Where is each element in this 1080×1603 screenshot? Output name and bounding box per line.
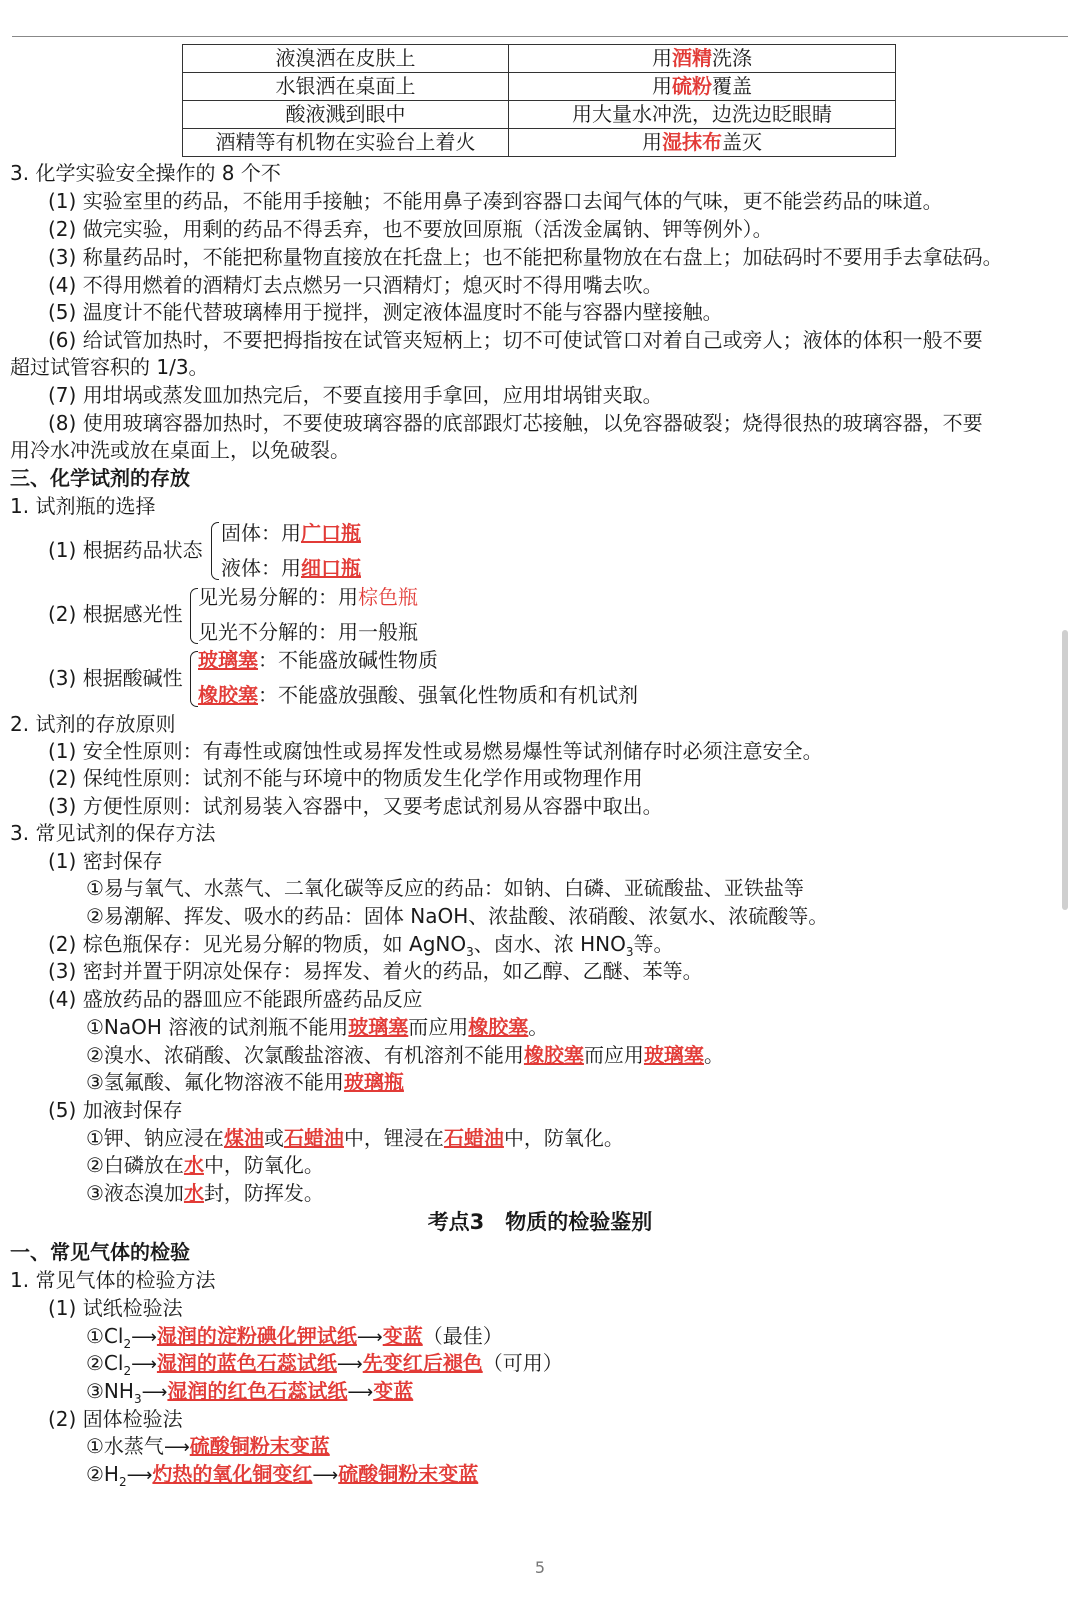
option-line: 见光不分解的：用一般瓶 xyxy=(198,620,418,644)
section-title: 2. 试剂的存放原则 xyxy=(10,712,176,736)
table-cell-situation: 酸液溅到眼中 xyxy=(183,101,509,129)
table-row xyxy=(183,129,896,157)
list-item: (4) 不得用燃着的酒精灯去点燃另一只酒精灯；熄灭时不得用嘴去吹。 xyxy=(48,273,663,297)
list-item: ②溴水、浓硝酸、次氯酸盐溶液、有机溶剂不能用橡胶塞而应用玻璃塞。 xyxy=(86,1043,724,1067)
scrollbar-thumb[interactable] xyxy=(1062,630,1068,910)
group-label: (3) 根据酸碱性 xyxy=(48,666,183,690)
list-item: (3) 方便性原则：试剂易装入容器中，又要考虑试剂易从容器中取出。 xyxy=(48,794,663,818)
option-line: 见光易分解的：用棕色瓶 xyxy=(198,585,418,609)
table-cell-action: 用硫粉覆盖 xyxy=(509,73,896,101)
list-item: ①易与氧气、水蒸气、二氧化碳等反应的药品：如钠、白磷、亚硫酸盐、亚铁盐等 xyxy=(86,876,804,900)
list-item: (2) 保纯性原则：试剂不能与环境中的物质发生化学作用或物理作用 xyxy=(48,766,643,790)
section-title: 3. 常见试剂的保存方法 xyxy=(10,821,216,845)
table-cell-action: 用湿抹布盖灭 xyxy=(509,129,896,157)
list-item: (8) 使用玻璃容器加热时，不要使玻璃容器的底部跟灯芯接触，以免容器破裂；烧得很热的玻璃容器，不要 xyxy=(48,411,983,435)
section-title: 1. 试剂瓶的选择 xyxy=(10,494,156,518)
test-row: $①Cl_2⟶$湿润的淀粉碘化钾试纸⟶变蓝（最佳） xyxy=(86,1324,503,1351)
list-item: (3) 称量药品时，不能把称量物直接放在托盘上；也不能把称量物放在右盘上；加砝码时不要用手去拿砝码。 xyxy=(48,245,1003,269)
list-item: ③氢氟酸、氟化物溶液不能用玻璃瓶 xyxy=(86,1070,404,1094)
test-row: $②H_2⟶$灼热的氧化铜变红⟶硫酸铜粉末变蓝 xyxy=(86,1462,479,1489)
list-item: (1) 试纸检验法 xyxy=(48,1296,183,1320)
brace xyxy=(190,588,198,644)
test-row: $③NH_3⟶$湿润的红色石蕊试纸⟶变蓝 xyxy=(86,1379,414,1406)
list-item: ②易潮解、挥发、吸水的药品：固体 NaOH、浓盐酸、浓硝酸、浓氨水、浓硫酸等。 xyxy=(86,904,829,928)
list-item: (2) 做完实验，用剩的药品不得丢弃，也不要放回原瓶（活泼金属钠、钾等例外）。 xyxy=(48,217,773,241)
list-item: (2) 固体检验法 xyxy=(48,1407,183,1431)
brace xyxy=(190,651,198,707)
list-item: ③液态溴加水封，防挥发。 xyxy=(86,1181,324,1205)
list-item-continuation: 用冷水冲洗或放在桌面上，以免破裂。 xyxy=(10,438,350,462)
topic-title: 考点3 物质的检验鉴别 xyxy=(427,1210,653,1234)
list-item: (2) 棕色瓶保存：见光易分解的物质，如 AgNO$_3$、卤水、浓 $HNO_3$等。 xyxy=(48,932,674,959)
table-cell-situation: 酒精等有机物在实验台上着火 xyxy=(183,129,509,157)
group-label: (2) 根据感光性 xyxy=(48,602,183,626)
chapter-heading: 一、常见气体的检验 xyxy=(10,1240,190,1264)
table-row xyxy=(183,45,896,73)
test-row: ①水蒸气⟶硫酸铜粉末变蓝 xyxy=(86,1434,330,1458)
chapter-heading: 三、化学试剂的存放 xyxy=(10,466,190,490)
table-row xyxy=(183,73,896,101)
accident-table xyxy=(182,44,896,157)
list-item: (5) 加液封保存 xyxy=(48,1098,183,1122)
list-item: ②白磷放在水中，防氧化。 xyxy=(86,1153,324,1177)
list-item: ①NaOH 溶液的试剂瓶不能用玻璃塞而应用橡胶塞。 xyxy=(86,1015,549,1039)
list-item: (1) 安全性原则：有毒性或腐蚀性或易挥发性或易燃易爆性等试剂储存时必须注意安全。 xyxy=(48,739,823,763)
option-line: 玻璃塞：不能盛放碱性物质 xyxy=(198,648,438,672)
brace xyxy=(211,522,219,580)
table-cell-action: 用大量水冲洗，边洗边眨眼睛 xyxy=(509,101,896,129)
test-row: $②Cl_2⟶$湿润的蓝色石蕊试纸⟶先变红后褪色（可用） xyxy=(86,1351,563,1378)
section-title: 3. 化学实验安全操作的 8 个不 xyxy=(10,161,281,185)
list-item: ①钾、钠应浸在煤油或石蜡油中，锂浸在石蜡油中，防氧化。 xyxy=(86,1126,624,1150)
table-cell-situation: 水银洒在桌面上 xyxy=(183,73,509,101)
list-item: (3) 密封并置于阴凉处保存：易挥发、着火的药品，如乙醇、乙醚、苯等。 xyxy=(48,959,703,983)
list-item: (7) 用坩埚或蒸发皿加热完后，不要直接用手拿回，应用坩埚钳夹取。 xyxy=(48,383,663,407)
page-number: 5 xyxy=(534,1558,546,1577)
list-item: (5) 温度计不能代替玻璃棒用于搅拌，测定液体温度时不能与容器内壁接触。 xyxy=(48,300,723,324)
option-line: 液体：用细口瓶 xyxy=(221,556,361,580)
section-title: 1. 常见气体的检验方法 xyxy=(10,1268,216,1292)
list-item: (6) 给试管加热时，不要把拇指按在试管夹短柄上；切不可使试管口对着自己或旁人；液体的体积一般不要 xyxy=(48,328,983,352)
option-line: 固体：用广口瓶 xyxy=(221,521,361,545)
table-row xyxy=(183,101,896,129)
list-item: (1) 密封保存 xyxy=(48,849,163,873)
group-label: (1) 根据药品状态 xyxy=(48,538,203,562)
top-rule xyxy=(12,36,1068,37)
table-cell-situation: 液溴洒在皮肤上 xyxy=(183,45,509,73)
list-item-continuation: 超过试管容积的 1/3。 xyxy=(10,355,209,379)
option-line: 橡胶塞：不能盛放强酸、强氧化性物质和有机试剂 xyxy=(198,683,638,707)
list-item: (4) 盛放药品的器皿应不能跟所盛药品反应 xyxy=(48,987,423,1011)
list-item: (1) 实验室里的药品，不能用手接触；不能用鼻子凑到容器口去闻气体的气味，更不能尝药品的味道。 xyxy=(48,189,943,213)
table-cell-action: 用酒精洗涤 xyxy=(509,45,896,73)
